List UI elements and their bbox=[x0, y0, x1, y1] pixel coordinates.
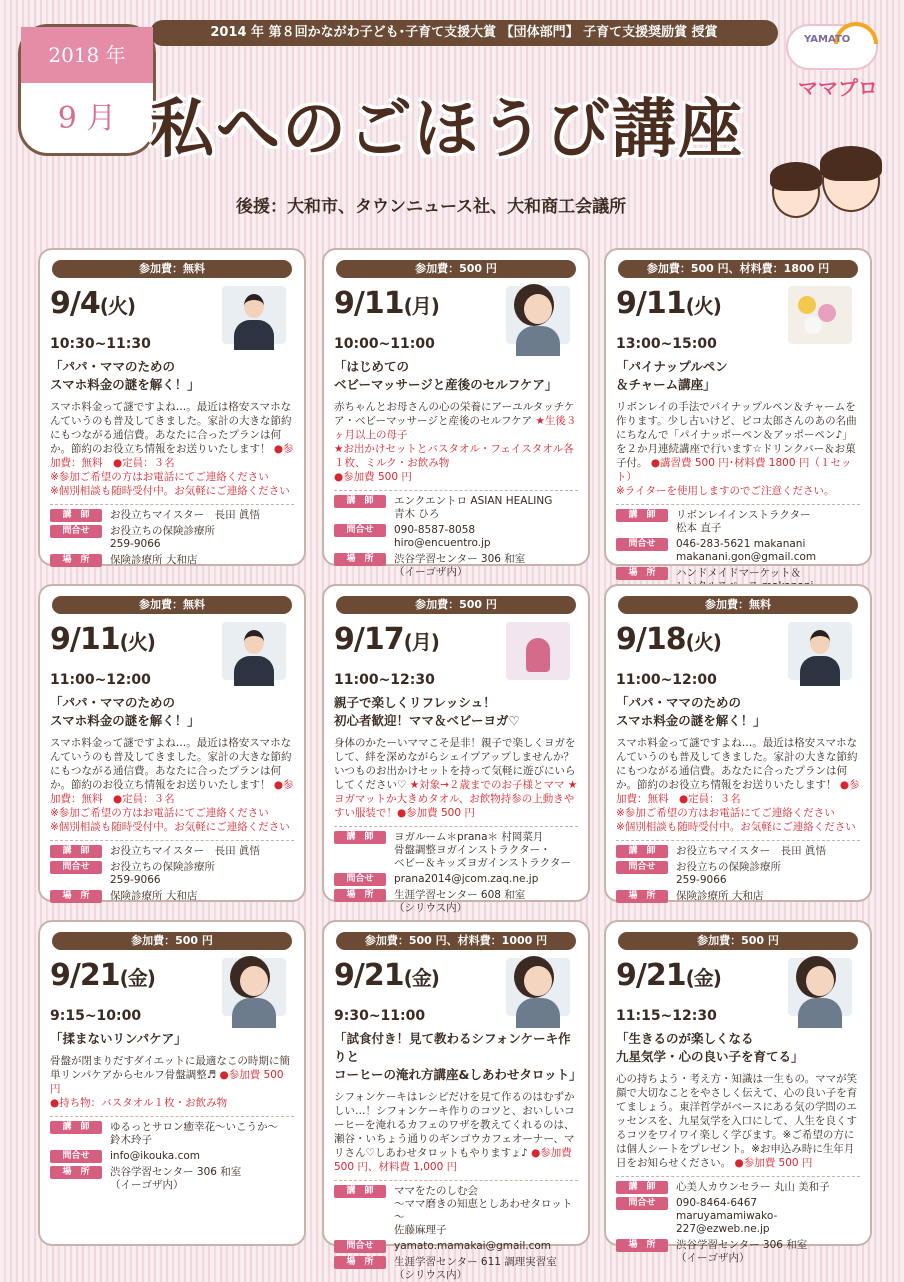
contact-value: prana2014@jcom.zaq.ne.jp bbox=[394, 873, 539, 885]
place-value: 保険診療所 大和店 bbox=[110, 554, 198, 566]
contact-tag: 問合せ bbox=[334, 524, 386, 537]
date-value: 9/21 bbox=[616, 958, 686, 993]
contact-row bbox=[334, 873, 578, 886]
instructor-tag: 講 師 bbox=[334, 831, 386, 844]
contact-tag: 問合せ bbox=[50, 525, 102, 538]
place-value: 生涯学習センター 608 和室 （シリウス内） bbox=[394, 889, 526, 914]
fee-banner: 参加費：無料 bbox=[618, 596, 858, 614]
year-label: 2018 年 bbox=[21, 27, 153, 83]
description-notes: ●参加費 500 円、材料費 1,000 円 bbox=[334, 1147, 572, 1173]
course-time: 10:00~11:00 bbox=[334, 336, 435, 352]
place-value: 渋谷学習センター 306 和室 （イーゴザ内） bbox=[110, 1166, 242, 1191]
contact-tag: 問合せ bbox=[334, 1240, 386, 1253]
date-row bbox=[616, 622, 860, 666]
course-title: 「パパ・ママのための スマホ料金の謎を解く！」 bbox=[616, 695, 766, 728]
description-text: 赤ちゃんとお母さんの心の栄養にアーユルタッチケア・ベビーマッサージと産後のセルフケア bbox=[334, 401, 575, 427]
place-value: 生涯学習センター 611 調理実習室 （シリウス内） bbox=[394, 1256, 557, 1281]
description-text: スマホ料金って謎ですよね…。最近は格安スマホなんていうのも普及してきました。家計の大きな節約にもつながる通信費。あなたに合ったプランは何か。節約のお役立ち情報をお送りいたします！ bbox=[50, 401, 292, 455]
date-row bbox=[334, 286, 578, 330]
day-of-week: (月) bbox=[403, 630, 439, 654]
course-card bbox=[322, 920, 590, 1281]
date-value: 9/11 bbox=[334, 286, 404, 321]
contact-row bbox=[334, 1240, 578, 1253]
instructor-tag: 講 師 bbox=[50, 1121, 102, 1134]
contact-tag: 問合せ bbox=[50, 861, 102, 874]
place-value: ハンドメイドマーケット＆ bbox=[676, 567, 802, 579]
instructor-value: エンクエントロ ASIAN HEALING 青木 ひろ bbox=[394, 495, 553, 520]
contact-tag: 問合せ bbox=[50, 1150, 102, 1163]
place-tag: 場 所 bbox=[50, 890, 102, 903]
instructor-value: ゆるっとサロン癒幸花～いこうか～ 鈴木玲子 bbox=[110, 1121, 278, 1146]
date-row bbox=[334, 958, 578, 1002]
date-row bbox=[334, 622, 578, 666]
description-text: シフォンケーキはレシピだけを見て作るのはむずかしい…！シフォンケーキ作りのコツと、おいしいコーヒーを淹れるカフェのワザを教えてくれるのは、瀬谷・いちょう通りのギンゴウカフェオーナー、マリさん♡しあわせタロットもやりますょ♪ bbox=[334, 1091, 575, 1159]
fee-banner: 参加費：500 円、材料費：1800 円 bbox=[618, 260, 858, 278]
instructor-tag: 講 師 bbox=[50, 509, 102, 522]
place-value: 保険診療所 大和店 bbox=[676, 890, 764, 902]
instructor-row bbox=[616, 509, 860, 535]
contact-tag: 問合せ bbox=[616, 861, 668, 874]
contact-value: お役立ちの保険診療所 259-9066 bbox=[110, 525, 215, 550]
course-title: 「パパ・ママのための スマホ料金の謎を解く！」 bbox=[50, 359, 200, 392]
place-tag: 場 所 bbox=[50, 1166, 102, 1179]
description-notes: ●参加費 500 円 ●持ち物：バスタオル１枚・お飲み物 bbox=[50, 1069, 284, 1109]
instructor-row bbox=[334, 495, 578, 521]
description-notes: ●参加費：無料 ●定員：３名 ※参加ご希望の方はお電話にてご連絡ください ※個別相談も随時受付中。お気軽にご連絡ください bbox=[50, 443, 294, 497]
place-value: 渋谷学習センター 306 和室 （イーゴザ内） bbox=[394, 553, 526, 578]
description-notes: ★対象→２歳までのお子様とママ ★ヨガマットか大きめタオル、お飲物持参の上動きやすい服装で！●参加費 500 円 bbox=[334, 779, 578, 819]
instructor-row bbox=[616, 845, 860, 858]
place-value: 保険診療所 大和店 bbox=[110, 890, 198, 902]
place-tag: 場 所 bbox=[334, 889, 386, 902]
fee-banner: 参加費：500 円 bbox=[336, 596, 576, 614]
day-of-week: (火) bbox=[685, 630, 721, 654]
place-row bbox=[334, 889, 578, 915]
instructor-value: お役立ちマイスター 長田 眞悟 bbox=[110, 509, 261, 521]
instructor-photo bbox=[222, 286, 286, 344]
date-value: 9/21 bbox=[50, 958, 120, 993]
info-block bbox=[50, 840, 294, 903]
description-notes: ●参加費：無料 ●定員：３名 ※参加ご希望の方はお電話にてご連絡ください ※個別相談も随時受付中。お気軽にご連絡ください bbox=[616, 779, 860, 833]
kids-illustration bbox=[766, 140, 892, 232]
instructor-value: ヨガルーム＊prana＊ 村岡菜月 骨盤調整ヨガインストラクター・ ベビー＆キッズヨガインストラクター bbox=[394, 831, 572, 869]
fee-banner: 参加費：無料 bbox=[52, 260, 292, 278]
course-card bbox=[322, 584, 590, 914]
day-of-week: (金) bbox=[403, 966, 439, 990]
instructor-value: お役立ちマイスター 長田 眞悟 bbox=[676, 845, 827, 857]
child-face-icon bbox=[772, 166, 820, 218]
course-time: 9:15~10:00 bbox=[50, 1008, 142, 1024]
instructor-tag: 講 師 bbox=[616, 509, 668, 522]
place-tag: 場 所 bbox=[616, 567, 668, 580]
course-description bbox=[616, 1072, 860, 1170]
date-row bbox=[50, 286, 294, 330]
contact-value: 090-8587-8058 hiro@encuentro.jp bbox=[394, 524, 491, 549]
course-date bbox=[50, 958, 155, 993]
fee-banner: 参加費：無料 bbox=[52, 596, 292, 614]
description-text: スマホ料金って謎ですよね…。最近は格安スマホなんていうのも普及してきました。家計の大きな節約にもつながる通信費。あなたに合ったプランは何か。節約のお役立ち情報をお送りいたします！ bbox=[50, 737, 292, 791]
description-text: リボンレイの手法でパイナップルペン＆チャームを作ります。少し古いけど、ピコ太郎さんのあの名曲にちなんで「パイナッポーペン＆アッポーペン♪」を２か月連続講座で行います☆ドリンクバー＆お菓子付。 bbox=[616, 401, 857, 469]
course-description bbox=[334, 736, 578, 820]
course-card bbox=[604, 584, 872, 902]
contact-tag: 問合せ bbox=[334, 873, 386, 886]
instructor-photo bbox=[506, 622, 570, 680]
info-block bbox=[334, 1180, 578, 1282]
day-of-week: (火) bbox=[99, 294, 135, 318]
contact-value: お役立ちの保険診療所 259-9066 bbox=[676, 861, 781, 886]
instructor-row bbox=[50, 845, 294, 858]
day-of-week: (火) bbox=[119, 630, 155, 654]
instructor-photo bbox=[506, 286, 570, 344]
course-date bbox=[50, 622, 155, 657]
instructor-tag: 講 師 bbox=[616, 845, 668, 858]
instructor-row bbox=[334, 831, 578, 870]
child-face-icon bbox=[822, 150, 880, 212]
day-of-week: (金) bbox=[119, 966, 155, 990]
course-title: 「試食付き！見て教わるシフォンケーキ作りと コーヒーの淹れ方講座&しあわせタロット」 bbox=[334, 1031, 582, 1082]
course-date bbox=[616, 286, 721, 321]
instructor-tag: 講 師 bbox=[616, 1181, 668, 1194]
course-time: 11:00~12:00 bbox=[616, 672, 717, 688]
course-date bbox=[616, 622, 721, 657]
place-row bbox=[334, 553, 578, 579]
place-tag: 場 所 bbox=[334, 1256, 386, 1269]
date-row bbox=[616, 958, 860, 1002]
course-card bbox=[604, 248, 872, 579]
instructor-row bbox=[334, 1185, 578, 1237]
instructor-value: お役立ちマイスター 長田 眞悟 bbox=[110, 845, 261, 857]
fee-banner: 参加費：500 円 bbox=[52, 932, 292, 950]
fee-banner: 参加費：500 円、材料費：1000 円 bbox=[336, 932, 576, 950]
instructor-value: 心美人カウンセラー 丸山 美和子 bbox=[676, 1181, 830, 1193]
instructor-tag: 講 師 bbox=[50, 845, 102, 858]
page-title: 私へのごほうび講座 bbox=[150, 92, 744, 167]
course-time: 11:00~12:00 bbox=[50, 672, 151, 688]
day-of-week: (金) bbox=[685, 966, 721, 990]
fee-banner: 参加費：500 円 bbox=[336, 260, 576, 278]
date-value: 9/4 bbox=[50, 286, 100, 321]
course-card bbox=[322, 248, 590, 578]
course-time: 11:00~12:30 bbox=[334, 672, 435, 688]
place-value: 渋谷学習センター 306 和室 （イーゴザ内） bbox=[676, 1239, 808, 1264]
course-description bbox=[616, 400, 860, 498]
instructor-photo bbox=[222, 622, 286, 680]
info-block bbox=[50, 1116, 294, 1192]
instructor-row bbox=[50, 509, 294, 522]
place-row bbox=[616, 890, 860, 903]
place-tag: 場 所 bbox=[616, 890, 668, 903]
date-badge bbox=[18, 24, 156, 156]
month-label: 9 月 bbox=[57, 101, 117, 136]
course-title: 親子で楽しくリフレッシュ！ 初心者歓迎！ママ＆ベビーヨガ♡ bbox=[334, 695, 520, 728]
description-notes: ●講習費 500 円･材料費 1800 円（１セット） ※ライターを使用しますのでご注意ください。 bbox=[616, 457, 852, 497]
place-tag: 場 所 bbox=[616, 1239, 668, 1252]
info-block bbox=[616, 840, 860, 903]
award-banner: 2014 年 第８回かながわ子ども･子育て支援大賞 【団体部門】 子育て支援奨励賞 授賞 bbox=[150, 20, 778, 46]
instructor-photo bbox=[788, 286, 852, 344]
course-title: 「パパ・ママのための スマホ料金の謎を解く！」 bbox=[50, 695, 200, 728]
instructor-value: リボンレイインストラクター 松本 直子 bbox=[676, 509, 811, 534]
contact-value: 090-8464-6467 maruyamamiwako-227@ezweb.ne.jp bbox=[676, 1197, 778, 1235]
course-time: 9:30~11:00 bbox=[334, 1008, 426, 1024]
instructor-photo bbox=[788, 958, 852, 1016]
course-title: 「パイナップルペン ＆チャーム講座」 bbox=[616, 359, 728, 392]
place-row bbox=[616, 1239, 860, 1265]
info-block bbox=[50, 504, 294, 567]
course-title: 「揉まないリンパケア」 bbox=[50, 1031, 187, 1046]
course-date bbox=[334, 622, 439, 657]
description-notes: ★生後３ヶ月以上の母子 ★お出かけセットとバスタオル・フェイスタオル各１枚、ミルク・お飲み物 ●参加費 500 円 bbox=[334, 415, 577, 483]
course-description bbox=[334, 1090, 578, 1174]
place-row bbox=[50, 554, 294, 567]
instructor-photo bbox=[788, 622, 852, 680]
instructor-photo bbox=[506, 958, 570, 1016]
course-card bbox=[38, 248, 306, 566]
place-tag: 場 所 bbox=[334, 553, 386, 566]
description-text: 骨盤が閉まりだすダイエットに最適なこの時期に簡単リンパケアからセルフ骨盤調整♬ bbox=[50, 1055, 290, 1081]
contact-row bbox=[334, 524, 578, 550]
date-value: 9/21 bbox=[334, 958, 404, 993]
contact-row bbox=[616, 538, 860, 564]
date-row bbox=[616, 286, 860, 330]
contact-tag: 問合せ bbox=[616, 1197, 668, 1210]
logo-name: ママプロ bbox=[798, 76, 878, 100]
instructor-tag: 講 師 bbox=[334, 1185, 386, 1198]
date-value: 9/11 bbox=[50, 622, 120, 657]
sponsors-line: 後援：大和市、タウンニュース社、大和商工会議所 bbox=[236, 197, 627, 217]
course-date bbox=[334, 958, 439, 993]
course-time: 13:00~15:00 bbox=[616, 336, 717, 352]
course-description bbox=[616, 736, 860, 834]
course-description bbox=[50, 736, 294, 834]
date-row bbox=[50, 622, 294, 666]
description-text: 心の持ちよう・考え方・知識は一生もの。ママが笑顔で大切なことをやさしく伝えて、心の良い子を育てましょう。東洋哲学がベースにある気の学問のエッセンスを、九星気学を入口にして、人生を良くするコツをワイワイ楽しく学びます。※ご希望の方には個人シートをプレゼント。※お申込み時に生年月日をお知らせください。 bbox=[616, 1073, 858, 1169]
info-block bbox=[616, 1176, 860, 1265]
description-notes: ●参加費：無料 ●定員：３名 ※参加ご希望の方はお電話にてご連絡ください ※個別相談も随時受付中。お気軽にご連絡ください bbox=[50, 779, 294, 833]
place-tag: 場 所 bbox=[50, 554, 102, 567]
info-block bbox=[334, 826, 578, 915]
contact-row bbox=[50, 525, 294, 551]
course-card bbox=[38, 584, 306, 902]
place-row bbox=[334, 1256, 578, 1282]
course-date bbox=[334, 286, 439, 321]
info-block bbox=[616, 504, 860, 593]
course-date bbox=[616, 958, 721, 993]
mamapuro-logo bbox=[770, 14, 894, 100]
instructor-photo bbox=[222, 958, 286, 1016]
description-text: スマホ料金って謎ですよね…。最近は格安スマホなんていうのも普及してきました。家計の大きな節約にもつながる通信費。あなたに合ったプランは何か。節約のお役立ち情報をお送りいたします！ bbox=[616, 737, 858, 791]
course-card bbox=[604, 920, 872, 1264]
contact-row bbox=[50, 1150, 294, 1163]
instructor-row bbox=[616, 1181, 860, 1194]
contact-value: お役立ちの保険診療所 259-9066 bbox=[110, 861, 215, 886]
course-time: 10:30~11:30 bbox=[50, 336, 151, 352]
course-description bbox=[50, 400, 294, 498]
contact-value: info@ikouka.com bbox=[110, 1150, 200, 1162]
contact-row bbox=[616, 1197, 860, 1236]
contact-tag: 問合せ bbox=[616, 538, 668, 551]
date-row bbox=[50, 958, 294, 1002]
logo-top-text: YAMATO bbox=[804, 34, 851, 45]
place-row bbox=[50, 890, 294, 903]
day-of-week: (火) bbox=[685, 294, 721, 318]
info-block bbox=[334, 490, 578, 579]
date-value: 9/11 bbox=[616, 286, 686, 321]
place-row bbox=[50, 1166, 294, 1192]
course-date bbox=[50, 286, 135, 321]
fee-banner: 参加費：500 円 bbox=[618, 932, 858, 950]
course-description bbox=[334, 400, 578, 484]
course-description bbox=[50, 1054, 294, 1110]
instructor-row bbox=[50, 1121, 294, 1147]
description-notes: ●参加費 500 円 bbox=[734, 1157, 813, 1169]
course-time: 11:15~12:30 bbox=[616, 1008, 717, 1024]
course-title: 「はじめての ベビーマッサージと産後のセルフケア」 bbox=[334, 359, 558, 392]
course-card bbox=[38, 920, 306, 1246]
course-title: 「生きるのが楽しくなる 九星気学・心の良い子を育てる」 bbox=[616, 1031, 804, 1064]
contact-row bbox=[616, 861, 860, 887]
date-value: 9/17 bbox=[334, 622, 404, 657]
contact-value: 046-283-5621 makanani makanani.gon@gmail.com bbox=[676, 538, 817, 563]
instructor-tag: 講 師 bbox=[334, 495, 386, 508]
date-value: 9/18 bbox=[616, 622, 686, 657]
description-text: 身体のかたーいママこそ是非！親子で楽しくヨガをして、絆を深めながらシェイプアップしませんか？いつものお出かけセットを持って気軽に遊びにいらしてください♡ bbox=[334, 737, 576, 791]
instructor-value: ママをたのしむ会 ～ママ磨きの知恵としあわせタロット～ 佐藤麻理子 bbox=[394, 1185, 573, 1236]
contact-value: yamato.mamakai@gmail.com bbox=[394, 1240, 552, 1252]
contact-row bbox=[50, 861, 294, 887]
day-of-week: (月) bbox=[403, 294, 439, 318]
